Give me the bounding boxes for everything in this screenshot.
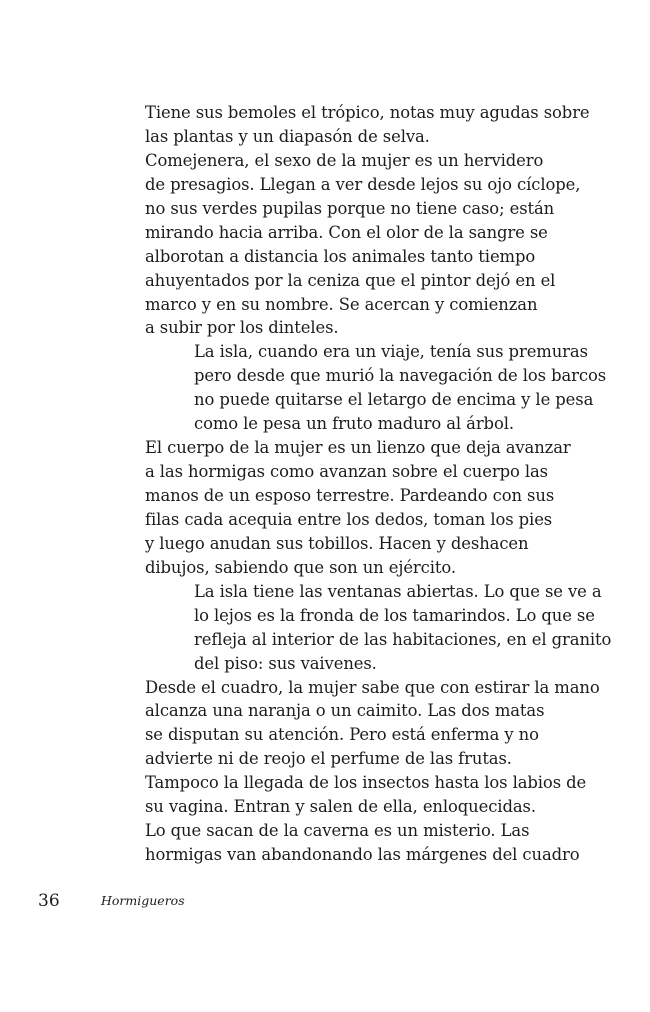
text-line: se disputan su atención. Pero está enferma y no (145, 725, 539, 745)
text-line: no sus verdes pupilas porque no tiene caso; están (145, 198, 555, 218)
text-line: marco y en su nombre. Se acercan y comienzan (145, 294, 538, 314)
indented-text-line: pero desde que murió la navegación de los barcos (194, 366, 607, 386)
text-line: hormigas van abandonando las márgenes del cuadro (145, 845, 580, 865)
indented-text-line: del piso: sus vaivenes. (194, 653, 377, 673)
text-line: de presagios. Llegan a ver desde lejos su ojo cíclope, (145, 174, 581, 194)
text-line: y luego anudan sus tobillos. Hacen y deshacen (145, 533, 529, 553)
indented-text-line: La isla tiene las ventanas abiertas. Lo que se ve a (194, 581, 602, 601)
text-line: mirando hacia arriba. Con el olor de la sangre se (145, 222, 548, 242)
text-line: a las hormigas como avanzan sobre el cuerpo las (145, 462, 548, 482)
text-line: ahuyentados por la ceniza que el pintor dejó en el (145, 270, 556, 290)
indented-text-line: lo lejos es la fronda de los tamarindos. Lo que se (194, 605, 595, 625)
indented-text-line: no puede quitarse el letargo de encima y le pesa (194, 390, 594, 410)
indented-text-line: La isla, cuando era un viaje, tenía sus premuras (194, 342, 588, 362)
text-line: Desde el cuadro, la mujer sabe que con estirar la mano (145, 677, 600, 697)
text-line: dibujos, sabiendo que son un ejército. (145, 557, 456, 577)
page-number: 36 (38, 891, 60, 911)
text-line: advierte ni de reojo el perfume de las frutas. (145, 749, 512, 769)
indented-text-line: refleja al interior de las habitaciones, en el granito (194, 629, 612, 649)
text-line: Lo que sacan de la caverna es un misterio. Las (145, 821, 530, 841)
text-line: filas cada acequia entre los dedos, toman los pies (145, 509, 553, 529)
text-line: manos de un esposo terrestre. Pardeando con sus (145, 486, 555, 505)
text-line: las plantas y un diapasón de selva. (145, 126, 430, 146)
text-line: Tampoco la llegada de los insectos hasta los labios de (145, 773, 587, 793)
text-line: Comejenera, el sexo de la mujer es un hervidero (145, 150, 544, 170)
text-line: alborotan a distancia los animales tanto tiempo (145, 246, 536, 266)
running-title: Hormigueros (101, 893, 185, 908)
text-line: El cuerpo de la mujer es un lienzo que deja avanzar (145, 438, 571, 458)
body-text (145, 101, 625, 867)
text-line: su vagina. Entran y salen de ella, enloquecidas. (145, 797, 536, 817)
text-line: Tiene sus bemoles el trópico, notas muy agudas sobre (145, 103, 590, 122)
text-line: alcanza una naranja o un caimito. Las dos matas (145, 701, 545, 721)
text-line: a subir por los dinteles. (145, 318, 339, 338)
indented-text-line: como le pesa un fruto maduro al árbol. (194, 414, 514, 434)
